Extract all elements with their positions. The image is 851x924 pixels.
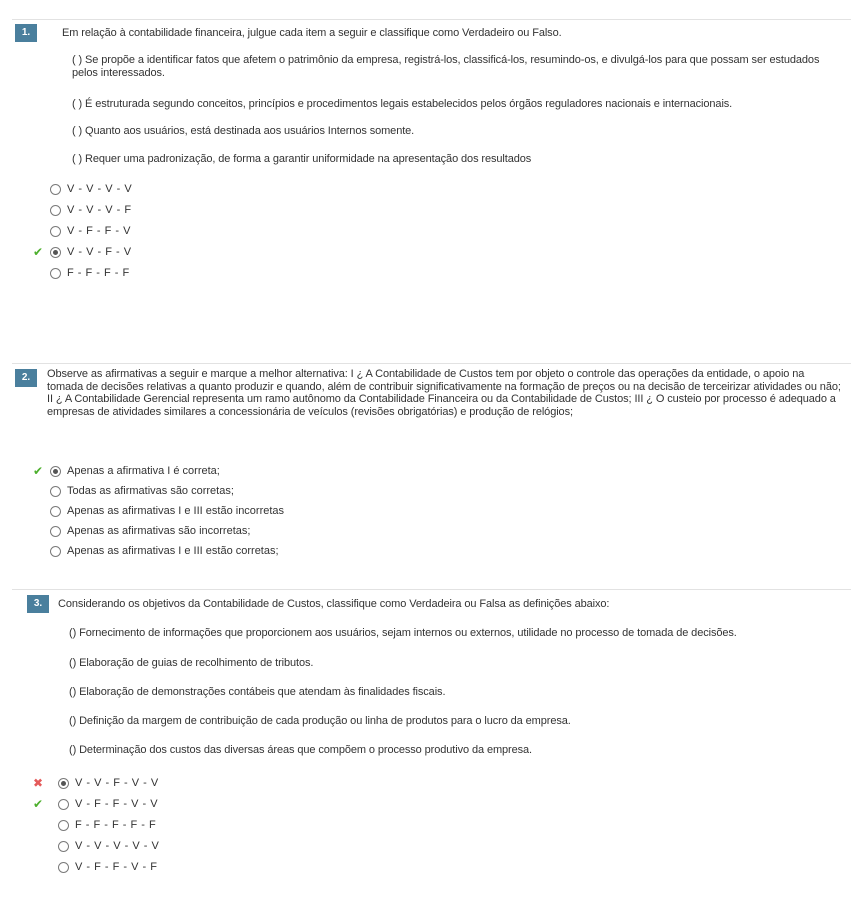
q2-option-4[interactable] [50,524,250,538]
radio-button[interactable] [58,820,69,831]
option-label: F - F - F - F - F [75,819,157,831]
question-3-item-2: () Elaboração de guias de recolhimento de tributos. [69,657,314,669]
q3-option-2[interactable] [58,797,158,811]
q2-option-2[interactable] [50,484,234,498]
radio-button[interactable] [50,205,61,216]
question-3-item-5: () Determinação dos custos das diversas áreas que compõem o processo produtivo da empresa. [69,744,533,756]
q1-option-4[interactable] [50,245,132,259]
q3-option-4[interactable] [58,839,159,853]
radio-button[interactable] [50,486,61,497]
question-number-3: 3. [27,595,49,613]
question-1-item-2: ( ) É estruturada segundo conceitos, princípios e procedimentos legais estabelecidos pelos órgãos reguladores nacionais e internacionais. [72,98,733,110]
option-label: Apenas as afirmativas I e III estão corretas; [67,545,279,557]
q1-option-3[interactable] [50,224,131,238]
radio-button[interactable] [50,546,61,557]
q3-option-1[interactable] [58,776,159,790]
question-1-statement: Em relação à contabilidade financeira, julgue cada item a seguir e classifique como Verdadeiro ou Falso. [62,27,562,39]
option-label: V - V - V - V [67,183,133,195]
q1-option-2[interactable] [50,203,132,217]
question-3-item-3: () Elaboração de demonstrações contábeis que atendam às finalidades fiscais. [69,686,446,698]
option-label: V - F - F - V [67,225,131,237]
question-3-statement: Considerando os objetivos da Contabilidade de Custos, classifique como Verdadeira ou Falsa as definições abaixo: [58,598,610,610]
question-1-item-4: ( ) Requer uma padronização, de forma a garantir uniformidade na apresentação dos resultados [72,153,532,165]
check-icon: ✔ [32,245,44,259]
option-label: Apenas as afirmativas são incorretas; [67,525,251,537]
q2-option-1[interactable] [50,464,220,478]
option-label: V - F - F - V - V [75,798,159,810]
option-label: V - V - V - F [67,204,132,216]
cross-icon: ✖ [32,776,44,790]
question-1-item-1: ( ) Se propõe a identificar fatos que afetem o patrimônio da empresa, registrá-los, classificá-los, resumindo-os, e divulgá-los para que possam ser estudados pelos interessados. [72,54,820,79]
radio-button[interactable] [50,184,61,195]
question-1-item-3: ( ) Quanto aos usuários, está destinada aos usuários Internos somente. [72,125,415,137]
question-2-statement: Observe as afirmativas a seguir e marque a melhor alternativa: I ¿ A Contabilidade de Custos tem por objeto o controle das operações da entidade, o apoio na tomada de decisões relativas a quanto produzir e quando, além de contribuir significativamente na formação de preços ou na decisão de terceirizar atividades ou não; II ¿ A Contabilidade Gerencial representa um ramo autônomo da Contabilidade Financeira ou da Contabilidade de Custos; III ¿ O custeio por processo é adequado a empresas de atividades similares a concessionária de veículos (revisões obrigatórias) e produção de relógios; [47,368,841,418]
question-number-1: 1. [15,24,37,42]
radio-button[interactable] [58,799,69,810]
radio-button[interactable] [50,226,61,237]
q1-option-5[interactable] [50,266,130,280]
option-label: F - F - F - F [67,267,130,279]
radio-button[interactable] [50,268,61,279]
option-label: Todas as afirmativas são corretas; [67,485,234,497]
q3-option-5[interactable] [58,860,157,874]
radio-button[interactable] [50,506,61,517]
option-label: V - V - F - V - V [75,777,159,789]
option-label: V - V - V - V - V [75,840,160,852]
question-number-2: 2. [15,369,37,387]
option-label: Apenas a afirmativa I é correta; [67,465,220,477]
radio-button[interactable] [58,841,69,852]
check-icon: ✔ [32,797,44,811]
option-label: V - V - F - V [67,246,132,258]
q2-option-5[interactable] [50,544,279,558]
question-3-item-1: () Fornecimento de informações que proporcionem aos usuários, sejam internos ou externos, utilidade no processo de tomada de decisões. [69,627,737,639]
q3-option-3[interactable] [58,818,156,832]
option-label: Apenas as afirmativas I e III estão incorretas [67,505,285,517]
check-icon: ✔ [32,464,44,478]
radio-button[interactable] [58,862,69,873]
question-3-item-4: () Definição da margem de contribuição de cada produção ou linha de produtos para o lucro da empresa. [69,715,571,727]
divider-q1 [12,19,851,20]
divider-q2 [12,363,851,364]
radio-button-selected[interactable] [50,466,61,477]
radio-button[interactable] [50,526,61,537]
radio-button-selected[interactable] [50,247,61,258]
option-label: V - F - F - V - F [75,861,158,873]
q2-option-3[interactable] [50,504,284,518]
divider-q3 [12,589,851,590]
q1-option-1[interactable] [50,182,132,196]
radio-button-selected[interactable] [58,778,69,789]
